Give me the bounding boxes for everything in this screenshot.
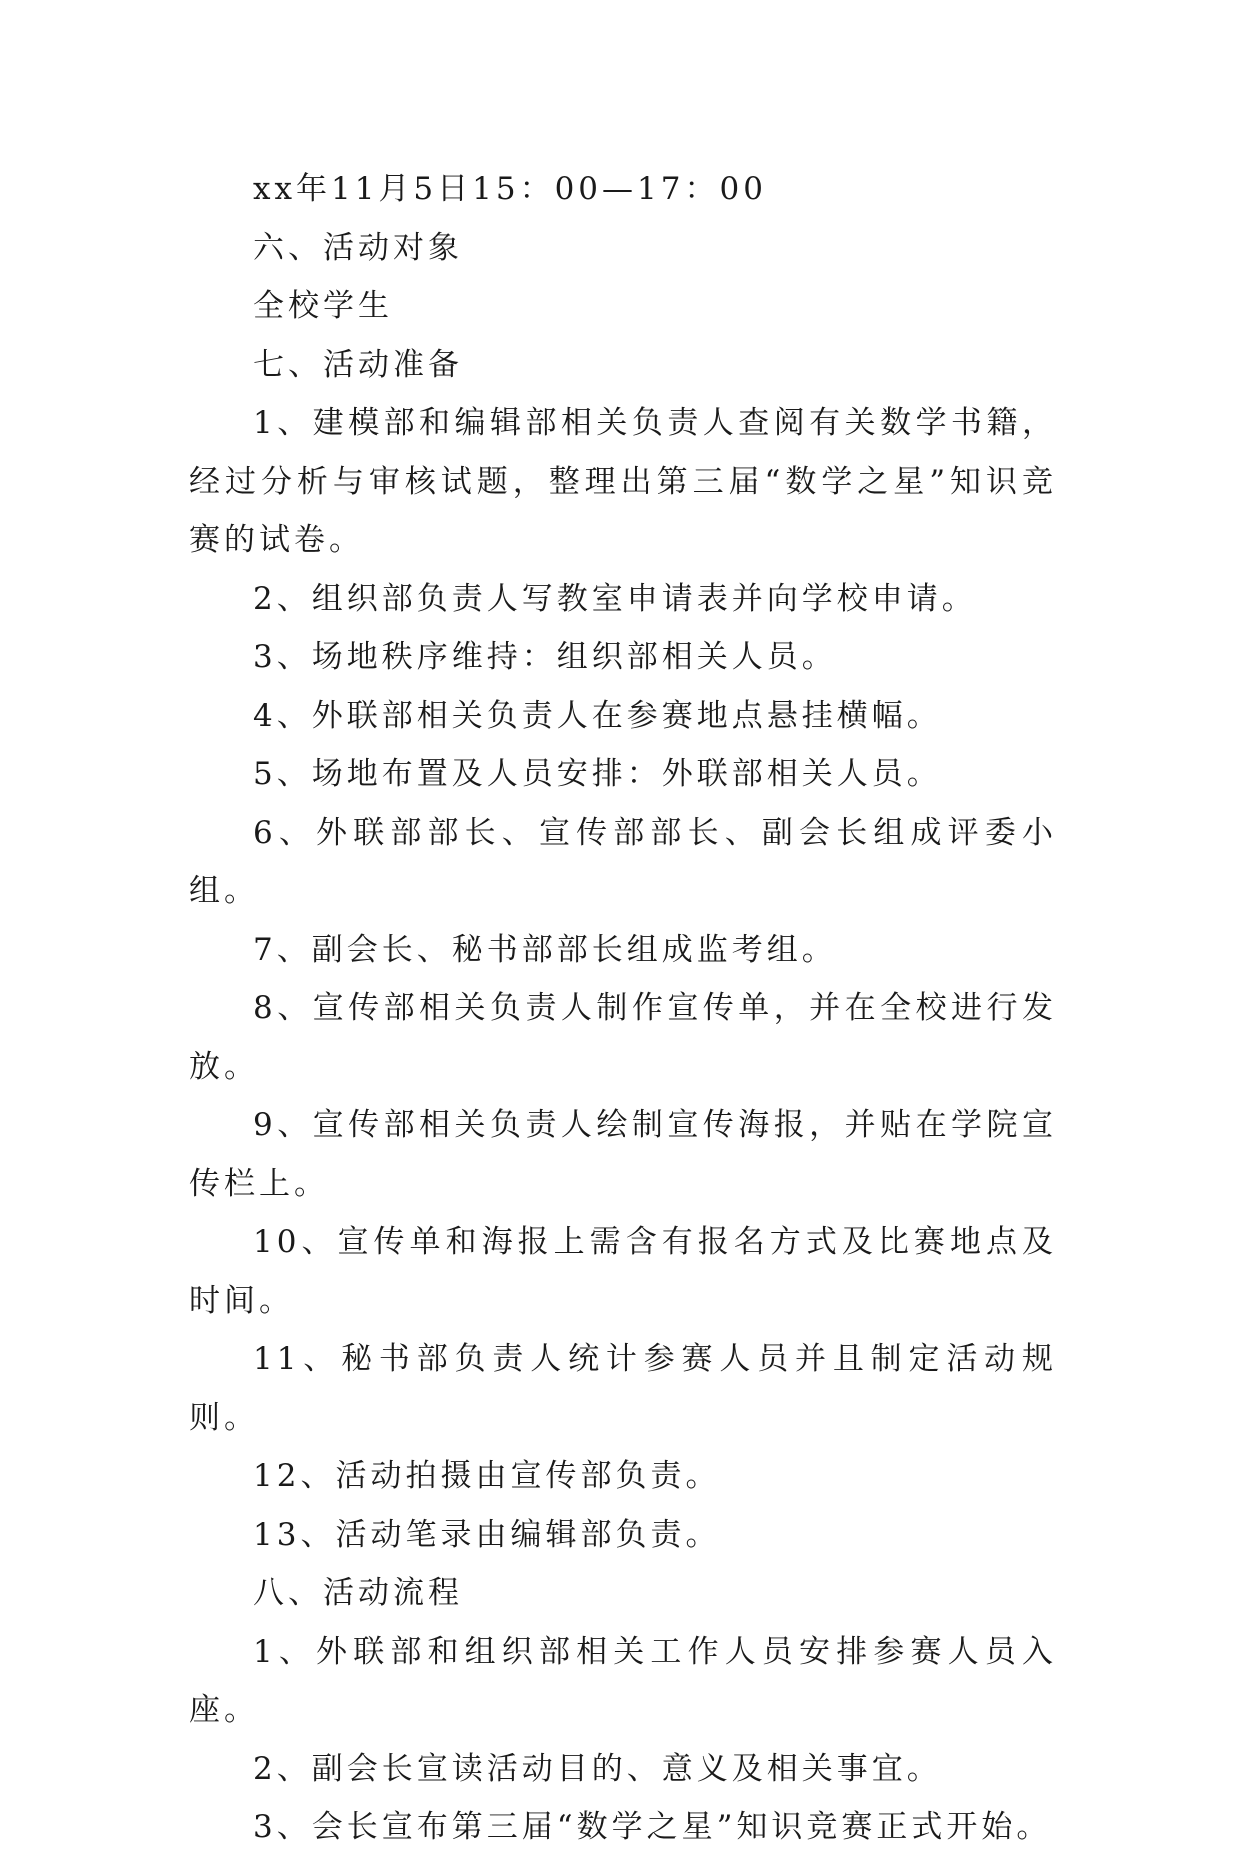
document-body xyxy=(189,160,1057,1857)
section-heading-activity-process: 八、活动流程 xyxy=(253,1575,463,1611)
preparation-item: 5、场地布置及人员安排：外联部相关人员。 xyxy=(253,756,942,792)
preparation-item: 3、场地秩序维持：组织部相关人员。 xyxy=(253,639,837,675)
preparation-item: 7、副会长、秘书部部长组成监考组。 xyxy=(253,931,837,968)
activity-target: 全校学生 xyxy=(253,288,393,324)
process-step: 2、副会长宣读活动目的、意义及相关事宜。 xyxy=(253,1750,942,1787)
section-heading-activity-target: 六、活动对象 xyxy=(253,229,463,266)
preparation-item: 10、宣传单和海报上需含有报名方式及比赛地点及时间。 xyxy=(189,1224,1057,1319)
process-step: 1、外联部和组织部相关工作人员安排参赛人员入座。 xyxy=(189,1633,1057,1728)
preparation-item: 1、建模部和编辑部相关负责人查阅有关数学书籍，经过分析与审核试题，整理出第三届“数学之星”知识竞赛的试卷。 xyxy=(189,405,1057,558)
preparation-item: 11、秘书部负责人统计参赛人员并且制定活动规则。 xyxy=(189,1341,1057,1436)
preparation-item: 12、活动拍摄由宣传部负责。 xyxy=(253,1458,721,1494)
activity-time: xx年11月5日15：00—17：00 xyxy=(253,171,767,207)
preparation-item: 8、宣传部相关负责人制作宣传单，并在全校进行发放。 xyxy=(189,990,1057,1085)
preparation-item: 4、外联部相关负责人在参赛地点悬挂横幅。 xyxy=(253,697,942,734)
preparation-item: 13、活动笔录由编辑部负责。 xyxy=(253,1516,721,1553)
process-step: 3、会长宣布第三届“数学之星”知识竞赛正式开始。 xyxy=(253,1809,1052,1845)
preparation-item: 6、外联部部长、宣传部部长、副会长组成评委小组。 xyxy=(189,814,1057,909)
preparation-item: 2、组织部负责人写教室申请表并向学校申请。 xyxy=(253,580,977,617)
preparation-item: 9、宣传部相关负责人绘制宣传海报，并贴在学院宣传栏上。 xyxy=(189,1107,1057,1202)
section-heading-activity-preparation: 七、活动准备 xyxy=(253,346,463,383)
